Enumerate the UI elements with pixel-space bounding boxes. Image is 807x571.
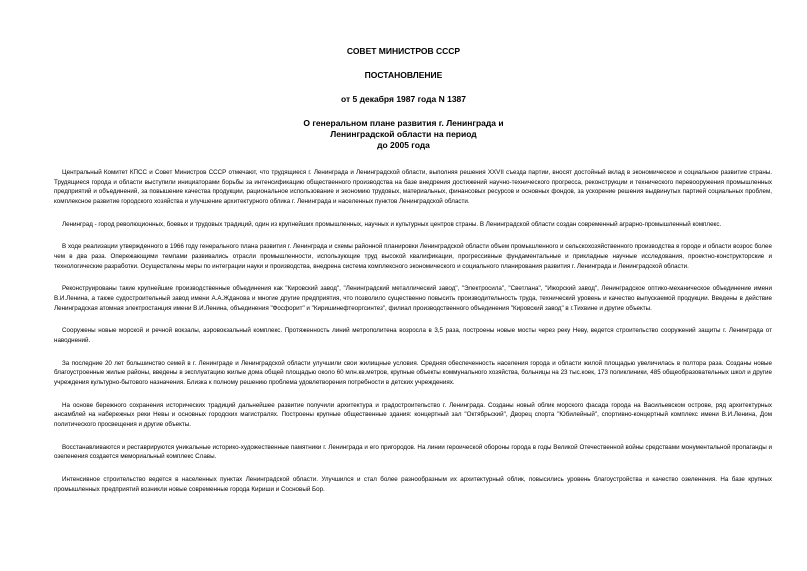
title-line-2: Ленинградской области на период <box>330 129 477 139</box>
paragraph: Реконструированы такие крупнейшие производственные объединения как "Кировский завод", "Ленинградский металлический завод", "Электросила", "Светлана", "Ижорский завод", Ленинградское оптико-механическое объединение имени В.И.Ленина, а также судостроительный завод имени А.А.Жданова и многие другие предприятия, что позволило существенно повысить производительность труда, технический уровень и качество выпускаемой продукции. Введены в действие Ленинградская атомная электростанция имени В.И.Ленина, объединения "Фосфорит" и "Киришинефтеоргсинтез", филиал производственного объединения "Кировский завод" в г.Тихвине и другие объекты. <box>54 285 772 312</box>
paragraph: Восстанавливаются и реставрируются уникальные историко-художественные памятники г. Ленинграда и его пригородов. На линии героической обороны города в годы Великой Отечественной войны средствами монументальной пропаганды и озеленения создается мемориальный комплекс Славы. <box>54 443 772 461</box>
paragraph: Сооружены новые морской и речной вокзалы, аэровокзальный комплекс. Протяженность линий метрополитена возросла в 3,5 раза, построены новые мосты через реку Неву, ведется строительство сооружений защиты г. Ленинграда от наводнений. <box>54 327 772 344</box>
document-body <box>54 168 772 507</box>
paragraph: На основе бережного сохранения исторических традиций дальнейшее развитие получили архитектура и градостроительство г. Ленинграда. Созданы новый облик морского фасада города на Васильевском острове, ряд архитектурных ансамблей на набережных реки Невы и основных городских магистралях. Построены крупные общественные здания: концертный зал "Октябрьский", Дворец спорта "Юбилейный", спортивно-концертный комплекс имени В.И.Ленина, Дом политического просвещения и другие объекты. <box>54 401 772 428</box>
title-line-1: О генеральном плане развития г. Ленинграда и <box>303 118 504 128</box>
paragraph: В ходе реализации утвержденного в 1966 году генерального плана развития г. Ленинграда и схемы районной планировки Ленинградской области объем промышленного и сельскохозяйственного производства в городе и области возрос более чем в два раза. Опережающими темпами развивались отрасли промышленности, использующие труд высокой квалификации, прогрессивные фундаментальные и прикладные научные исследования, проектно-конструкторские и технологические разработки. Осуществлены меры по интеграции науки и производства, внедрена система комплексного экономического и социального планирования развития г. Ленинграда и Ленинградской области. <box>54 243 772 270</box>
document-date-number: от 5 декабря 1987 года N 1387 <box>340 94 467 104</box>
document-title <box>0 118 807 151</box>
title-line-3: до 2005 года <box>377 140 430 150</box>
paragraph: Центральный Комитет КПСС и Совет Министров СССР отмечают, что трудящиеся г. Ленинграда и Ленинградской области, выполняя решения XXVII съезда партии, вносят достойный вклад в экономическое и социальное развитие страны. Трудящиеся города и области выступили инициаторами борьбы за интенсификацию общественного производства на базе внедрения достижений научно-технического прогресса, реконструкции и технического перевооружения промышленных предприятий и объединений, за повышение качества продукции, рациональное использование и экономию трудовых, материальных, финансовых ресурсов и основных фондов, за ускорение решения выдвинутых партией социальных проблем, комплексное развитие городского хозяйства и улучшение архитектурного облика г. Ленинграда и населенных пунктов Ленинградской области. <box>54 169 772 205</box>
issuing-body: СОВЕТ МИНИСТРОВ СССР <box>346 46 461 56</box>
paragraph: Интенсивное строительство ведется в населенных пунктах Ленинградской области. Улучшился и стал более разнообразным их архитектурный облик, повысились уровень благоустройства и качество озеленения. На базе крупных промышленных предприятий возникли новые современные города Кириши и Сосновый Бор. <box>54 475 772 493</box>
paragraph: Ленинград - город революционных, боевых и трудовых традиций, один из крупнейших промышленных, научных и культурных центров страны. В Ленинградской области создан современный аграрно-промышленный комплекс. <box>62 220 722 228</box>
paragraph: За последние 20 лет большинство семей в г. Ленинграде и Ленинградской области улучшили свои жилищные условия. Средняя обеспеченность населения города и области жилой площадью увеличилась в полтора раза. Созданы новые благоустроенные жилые районы, введены в эксплуатацию жилые дома общей площадью около 60 млн.кв.метров, крупные объекты коммунального хозяйства, больницы на 23 тыс.коек, 173 поликлиники, 485 общеобразовательных школ и другие учреждения культурно-бытового назначения. Близка к полному решению проблема удовлетворения потребности в детских учреждениях. <box>54 359 772 386</box>
document-type: ПОСТАНОВЛЕНИЕ <box>364 70 443 80</box>
